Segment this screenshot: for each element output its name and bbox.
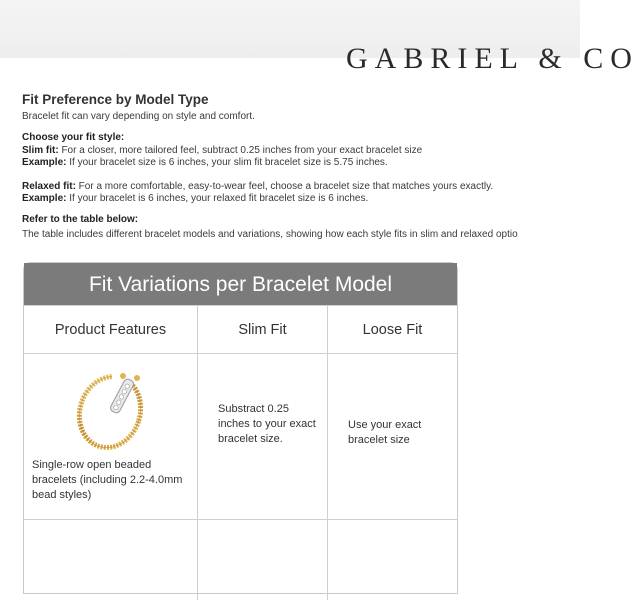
features-cell-next xyxy=(24,520,198,600)
loose-fit-cell xyxy=(328,354,457,520)
table-reference-heading xyxy=(22,214,138,226)
relaxed-example-label: Example: xyxy=(22,193,67,204)
slim-fit-line xyxy=(22,145,422,157)
table-reference-heading-text: Refer to the table below: xyxy=(22,214,139,225)
relaxed-fit-label: Relaxed fit: xyxy=(22,181,76,192)
slim-example-label: Example: xyxy=(22,157,67,168)
table-title: Fit Variations per Bracelet Model xyxy=(24,263,457,305)
slim-fit-value: Substract 0.25 inches to your exact bracelet size. xyxy=(218,403,316,445)
loose-fit-cell-next xyxy=(328,520,457,600)
features-cell xyxy=(24,354,198,520)
slim-fit-text: For a closer, more tailored feel, subtract 0.25 inches from your exact bracelet size xyxy=(58,145,423,156)
relaxed-example-text: If your bracelet is 6 inches, your relaxed fit bracelet size is 6 inches. xyxy=(66,193,369,204)
gold-beaded-cuff-bracelet-icon xyxy=(68,366,152,454)
relaxed-fit-text: For a more comfortable, easy-to-wear feel, choose a bracelet size that matches yours exactly. xyxy=(75,181,494,192)
top-banner xyxy=(0,0,639,75)
relaxed-example-line xyxy=(22,193,368,205)
header-slim-fit: Slim Fit xyxy=(198,306,328,354)
table-row-next xyxy=(24,519,457,600)
loose-fit-value: Use your exact bracelet size xyxy=(348,419,422,446)
intro-subtitle: Bracelet fit can vary depending on style and comfort. xyxy=(22,111,255,122)
fit-variations-table xyxy=(23,262,458,594)
slim-fit-cell-next xyxy=(198,520,328,600)
slim-fit-cell xyxy=(198,354,328,520)
page-title: Fit Preference by Model Type xyxy=(22,92,209,107)
choose-heading xyxy=(22,132,124,144)
table-reference-text: The table includes different bracelet models and variations, showing how each style fits in slim and relaxed optio xyxy=(22,229,518,240)
relaxed-fit-line xyxy=(22,181,493,193)
table-row xyxy=(24,353,457,520)
slim-fit-label: Slim fit: xyxy=(22,145,59,156)
brand-logo: GABRIEL & CO xyxy=(346,42,639,75)
header-product-features: Product Features xyxy=(24,306,198,354)
header-loose-fit: Loose Fit xyxy=(362,321,423,338)
features-text: Single-row open beaded bracelets (including 2.2-4.0mm bead styles) xyxy=(32,459,183,501)
table-header-row xyxy=(24,305,457,354)
choose-heading-text: Choose your fit style: xyxy=(22,132,125,143)
slim-example-text: If your bracelet size is 6 inches, your slim fit bracelet size is 5.75 inches. xyxy=(66,157,388,168)
slim-example-line xyxy=(22,157,388,169)
